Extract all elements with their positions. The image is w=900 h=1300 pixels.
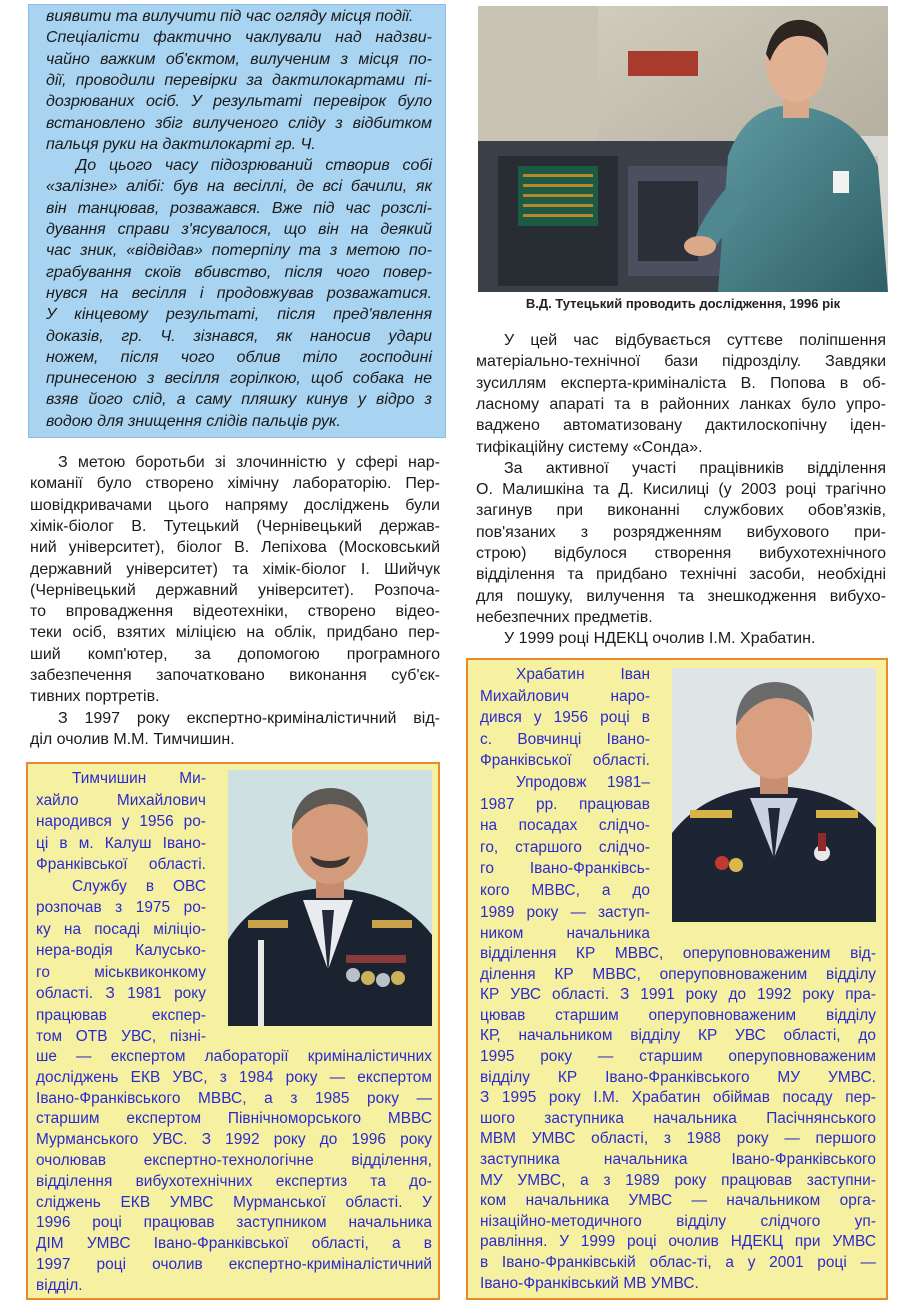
left-text-line: ший комп'ютер, за допомогою програмного: [30, 645, 440, 663]
story-line: взяв його слід, а саму пляшку кинув у відро з: [46, 391, 432, 409]
story-line: «залізне» алібі: був на весіллі, де всі бачили, як: [46, 178, 432, 196]
bio1-full-line: відділ.: [36, 1276, 83, 1294]
story-line: час зник, «відвідав» потерпілу та з метою по-: [46, 242, 432, 260]
story-line: дування справи з'ясувалося, що він на деякий: [46, 221, 432, 238]
story-line: чайно важким об'єктом, вилученим з місця по-: [46, 50, 432, 68]
bio1-short-line: том ОТВ УВС, пізні-: [36, 1028, 206, 1045]
story-line: він танцював, розважався. Вже під час розслі-: [46, 199, 432, 217]
bio1-short-line: народився у 1956 ро-: [36, 813, 206, 830]
bio1-short-line: нера-водія Калусько-: [36, 942, 206, 959]
bio2-full-line: в Івано-Франківській облас-ті, а у 2001 році —: [480, 1254, 876, 1271]
right-text-line: матеріально-технічної бази підрозділу. Завдяки: [476, 353, 886, 371]
bio2-full-line: ком начальника УМВС — начальником орга-: [480, 1192, 876, 1210]
bio2-short-line: на посадах слідчо-: [480, 817, 650, 835]
right-text-line: О. Малишкіна та Д. Кисилиці (у 2003 році трагічно: [476, 481, 886, 499]
bio2-full-line: заступника начальника Івано-Франківського: [480, 1151, 876, 1168]
portrait-khrabatyn: [672, 668, 876, 922]
story-line: доказів, гр. Ч. зізнався, як наносив удари: [46, 327, 432, 345]
story-line: дії, проводили перевірки за дактилокартами пі-: [46, 71, 432, 89]
left-text-line: З метою боротьби зі злочинністю у сфері нар-: [58, 454, 440, 471]
bio1-full-line: ДІМ УМВС Івано-Франківської області, а в: [36, 1235, 432, 1253]
bio2-full-line: шого заступника начальника Пасічнянського: [480, 1109, 876, 1127]
bio2-full-line: відділення КР МВВС, оперуповноваженим від-: [480, 945, 876, 962]
bio1-short-line: розпочав з 1975 ро-: [36, 899, 206, 916]
bio1-full-line: старшим експертом Північноморського МВВС: [36, 1110, 432, 1128]
bio1-full-line: Мурманського УВС. З 1992 року до 1996 року: [36, 1131, 432, 1149]
bio1-full-line: сліджень ЕКВ УМВС Мурманської області. У: [36, 1193, 432, 1211]
bio2-short-line: с. Вовчинці Івано-: [480, 730, 650, 748]
right-text-line: небезпечних предметів.: [476, 608, 653, 626]
bio2-short-line: Упродовж 1981–: [516, 774, 650, 791]
bio2-full-line: ділення КР МВВС, оперуповноваженим відділу: [480, 965, 876, 983]
story-line: встановлено збіг вилученого сліду з відбитком: [46, 114, 432, 132]
bio2-short-line: 1989 року — заступ-: [480, 903, 650, 921]
left-text-line: шовідкривачами цього напряму досліджень були: [30, 496, 440, 514]
bio2-full-line: МВМ УМВС області, з 1988 року — першого: [480, 1130, 876, 1148]
left-text-line: теки осіб, взятих міліцією на облік, придбано пер-: [30, 624, 440, 642]
bio2-short-line: Франківської області.: [480, 752, 650, 770]
left-text-line: забезпечення започатковано виконання суб'єк-: [30, 667, 440, 684]
bio2-full-line: З 1995 року І.М. Храбатин обіймав посаду пер-: [480, 1089, 876, 1107]
bio1-short-line: Службу в ОВС: [72, 877, 206, 895]
left-text-line: (Чернівецький державний університет). Розпоча-: [30, 581, 440, 599]
bio1-short-line: Франківської області.: [36, 856, 206, 873]
lab-photo: [478, 6, 888, 292]
right-text-line: У 1999 році НДЕКЦ очолив І.М. Храбатин.: [504, 630, 816, 648]
bio2-short-line: Храбатин Іван: [516, 666, 650, 683]
bio2-short-line: кого МВВС, а до: [480, 882, 650, 899]
lab-photo-illustration: [478, 6, 888, 292]
bio2-full-line: нізаційно-методичного відділу слідчого уп-: [480, 1212, 876, 1230]
bio1-short-line: працював експер-: [36, 1006, 206, 1024]
story-line: У кінцевому результаті, після пред'явлення: [46, 306, 432, 324]
bio2-short-line: дився у 1956 році в: [480, 709, 650, 727]
portrait-tymchyshyn-illustration: [228, 770, 432, 1026]
bio1-full-line: досліджень ЕКВ УВС, з 1984 року — експертом: [36, 1068, 432, 1086]
bio1-full-line: ше — експертом лабораторії криміналістичних: [36, 1048, 432, 1065]
bio2-full-line: 1995 року — старшим оперуповноваженим: [480, 1048, 876, 1065]
left-text-line: тивних портретів.: [30, 688, 160, 706]
bio2-full-line: Івано-Франківський МВ УМВС.: [480, 1274, 699, 1292]
story-line: принесеною з весілля горілкою, щоб собака не: [46, 370, 432, 388]
story-line: До цього часу підозрюваний створив собі: [76, 157, 432, 175]
right-text-line: строю) відбулося створення вибухотехнічного: [476, 545, 886, 562]
bio1-full-line: очолював експертно-технологічне відділення,: [36, 1152, 432, 1169]
story-line: нувся на весілля і продовжував розважатися.: [46, 284, 432, 302]
bio1-short-line: Тимчишин Ми-: [72, 770, 206, 787]
right-text-line: ваджено автоматизовану дактилоскопічну іден-: [476, 417, 886, 435]
right-text-line: пов'язаних з розрядженням вибухового при-: [476, 523, 886, 541]
bio2-full-line: равління. У 1999 році очолив НДЕКЦ при УМВС: [480, 1233, 876, 1251]
left-text-line: хімік-біолог В. Тутецький (Чернівецький держав-: [30, 517, 440, 535]
bio2-full-line: відділу КР Івано-Франківського МУ УМВС.: [480, 1068, 876, 1086]
right-text-line: тифікаційну систему «Сонда».: [476, 438, 703, 456]
photo-caption: В.Д. Тутецький проводить дослідження, 1996 рік: [525, 296, 841, 311]
portrait-khrabatyn-illustration: [672, 668, 876, 922]
left-text-line: З 1997 року експертно-криміналістичний від-: [58, 709, 440, 727]
bio1-full-line: відділення вибухотехнічних експертиз та до-: [36, 1172, 432, 1190]
left-text-line: державний університет) та хімік-біолог І. Шийчук: [30, 560, 440, 578]
bio2-short-line: Михайлович наро-: [480, 687, 650, 705]
right-text-line: У цей час відбувається суттєве поліпшення: [504, 332, 886, 349]
right-text-line: ласному апараті та в районних ланках було упро-: [476, 395, 886, 413]
left-text-line: ний університет), біолог В. Лепіхова (Московський: [30, 539, 440, 557]
story-line: дозрюваних осіб. У результаті перевірок було: [46, 93, 432, 111]
right-text-line: відділення та придбано технічні засоби, необхідні: [476, 566, 886, 584]
bio1-full-line: 1996 році працював заступником начальника: [36, 1214, 432, 1232]
bio2-short-line: ником начальника: [480, 925, 650, 943]
bio2-full-line: цював старшим оперуповноваженим відділу: [480, 1006, 876, 1024]
bio1-short-line: ці в м. Калуш Івано-: [36, 834, 206, 852]
bio1-full-line: Івано-Франківського МВВС, а з 1985 року —: [36, 1089, 432, 1107]
bio1-short-line: області. З 1981 року: [36, 985, 206, 1002]
bio2-short-line: го, старшого слідчо-: [480, 838, 650, 856]
story-line: водою для знищення слідів пальців рук.: [46, 412, 341, 430]
right-text-line: зусиллям експерта-криміналіста В. Попова в об-: [476, 374, 886, 392]
bio1-short-line: ку на посаді міліціо-: [36, 920, 206, 938]
left-text-line: то впровадження відеотехніки, створено відео-: [30, 603, 440, 621]
bio1-short-line: хайло Михайлович: [36, 791, 206, 809]
bio2-short-line: 1987 рр. працював: [480, 795, 650, 813]
left-text-line: команії було створено хімічну лабораторію. Пер-: [30, 475, 440, 493]
story-line: ножем, після чого облив тіло господині: [46, 348, 432, 366]
story-line: грабування скоїв вбивство, після чого повер-: [46, 263, 432, 281]
bio1-full-line: 1997 році очолив експертно-криміналістичний: [36, 1256, 432, 1273]
story-line: пальця руки на дактилокарті гр. Ч.: [46, 135, 316, 153]
left-text-line: діл очолив М.М. Тимчишин.: [30, 730, 235, 748]
bio2-full-line: МУ УМВС, а з 1989 року працював заступни-: [480, 1171, 876, 1189]
bio2-full-line: КР, начальником відділу КР УВС області, до: [480, 1027, 876, 1045]
right-text-line: За активної участі працівників відділення: [504, 459, 886, 477]
portrait-tymchyshyn: [228, 770, 432, 1026]
story-line: Спеціалісти фактично чаклували над надзви-: [46, 29, 432, 47]
story-line: виявити та вилучити під час огляду місця події.: [46, 8, 414, 25]
right-text-line: для пошуку, вилучення та знешкодження вибухо-: [476, 587, 886, 605]
bio2-short-line: го Івано-Франківсь-: [480, 860, 650, 878]
bio1-short-line: го міськвиконкому: [36, 963, 206, 981]
bio2-full-line: КР УВС області. З 1991 року до 1992 року пра-: [480, 986, 876, 1004]
right-text-line: загинув при виконанні службових обов'язків,: [476, 502, 886, 520]
